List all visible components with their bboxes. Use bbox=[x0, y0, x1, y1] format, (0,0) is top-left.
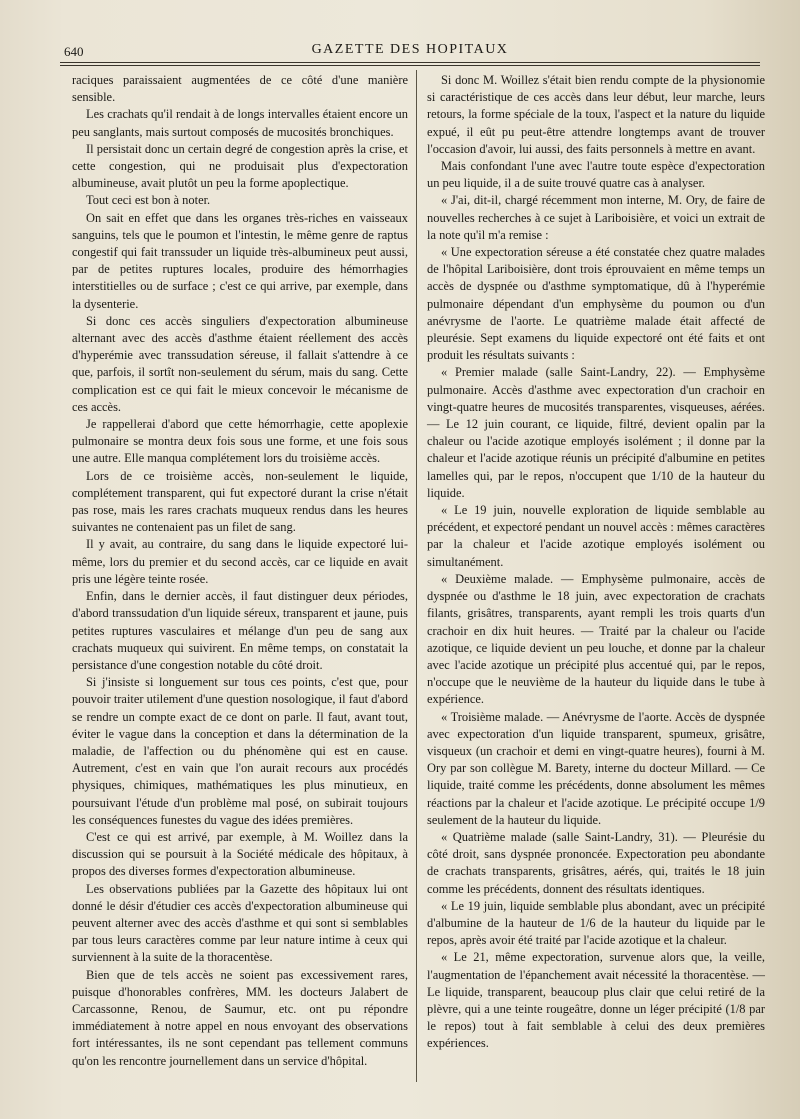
page-number: 640 bbox=[64, 44, 84, 59]
header-rule-top bbox=[60, 62, 760, 63]
running-title: GAZETTE DES HOPITAUX bbox=[311, 42, 509, 57]
paragraph: Lors de ce troisième accès, non-seulement le liquide, complétement transparent, qui fut expectoré durant la crise n'était pas rose, mais les rares crachats muqueux rendus dans les heures suivantes ne contenaient pas un filet de sang. bbox=[72, 468, 408, 535]
paragraph: Si j'insiste si longuement sur tous ces points, c'est que, pour pouvoir traiter utilement d'une question nosologique, il faut d'abord se rendre un compte exact de ce dont on parle. Il faut, avant tout, éviter le vague dans la conception et dans la détermination de la maladie, de l'affection ou du phénomène qui est en cause. Autrement, c'est en vain que l'on aurait recours aux procédés physiques, chimiques, mathématiques les plus minutieux, en poursuivant l'étude d'un problème mal posé, on subirait toujours les conséquences funestes du vague des idées premières. bbox=[72, 675, 408, 827]
paragraph: « Le 21, même expectoration, survenue alors que, la veille, l'augmentation de l'épanchement avait nécessité la thoracentèse. — Le liquide, transparent, beaucoup plus clair que celui retiré de la plèvre, qui a une teinte rougeâtre, donne un léger précipité (1/8 par le repos) tout à fait semblable à celui des deux premières expériences. bbox=[427, 950, 765, 1051]
paragraph: Si donc ces accès singuliers d'expectoration albumineuse alternant avec des accès d'asthme étaient réellement des accès d'hyperémie avec transsudation séreuse, il fallait s'attendre à ce que, parfois, il sortît non-seulement du sérum, mais du sang. Cette complication est ce qui fait le mieux concevoir le mécanisme de ces accès. bbox=[72, 313, 408, 414]
paragraph: Les crachats qu'il rendait à de longs intervalles étaient encore un peu sanglants, mais surtout composés de mucosités bronchiques. bbox=[72, 107, 408, 139]
paragraph: Bien que de tels accès ne soient pas excessivement rares, puisque d'honorables confrères, MM. les docteurs Jalabert de Carcassonne, Renou, de Saumur, etc. ont pu répondre immédiatement à notre appel en nous envoyant des observations fort intéressantes, ils ne sont cependant pas tellement communs qu'on les rencontre journellement dans un service d'hôpital. bbox=[72, 967, 408, 1068]
paragraph: On sait en effet que dans les organes très-riches en vaisseaux sanguins, tels que le poumon et l'intestin, le même genre de raptus congestif qui fait transsuder un liquide très-albumineux peut aussi, par de petites ruptures locales, produire des hémorrhagies interstitielles ou de surface ; c'est ce qui arrive, par exemple, dans la dysenterie. bbox=[72, 210, 408, 311]
paragraph: Tout ceci est bon à noter. bbox=[86, 193, 211, 208]
right-column bbox=[427, 72, 765, 1053]
paragraph: « Quatrième malade (salle Saint-Landry, 31). — Pleurésie du côté droit, sans dyspnée prononcée. Expectoration peu abondante de crachats transparents, grisâtres, aérés, qui, traités le 18 juin comme les précédents, donnent des résultats identiques. bbox=[427, 829, 765, 896]
paragraph: « J'ai, dit-il, chargé récemment mon interne, M. Ory, de faire de nouvelles recherches à ce sujet à Lariboisière, et voici un extrait de la note qu'il m'a remise : bbox=[427, 193, 765, 242]
paragraph: « Une expectoration séreuse a été constatée chez quatre malades de l'hôpital Lariboisière, dont trois éprouvaient en même temps un accès de dyspnée ou d'asthme symptomatique, dû à l'hyperémie pulmonaire dépendant d'un emphysème du poumon ou d'un anévrysme de l'aorte. Le quatrième malade était affecté de pleurésie. Sept examens du liquide expectoré ont été faits et ont produit les résultats suivants : bbox=[427, 245, 765, 363]
paragraph: C'est ce qui est arrivé, par exemple, à M. Woillez dans la discussion qui se poursuit à la Société médicale des hôpitaux, à propos des diverses formes d'expectoration albumineuse. bbox=[72, 829, 408, 879]
column-divider bbox=[416, 70, 417, 1082]
paragraph: « Le 19 juin, liquide semblable plus abondant, avec un précipité d'albumine de la hauteur de 1/6 de la hauteur du liquide par le repos, après avoir été traité par l'acide azotique et la chaleur. bbox=[427, 898, 765, 948]
paragraph: Il y avait, au contraire, du sang dans le liquide expectoré lui-même, lors du premier et du second accès, car ce liquide en avait pris une légère teinte rosée. bbox=[72, 537, 408, 586]
paragraph: Si donc M. Woillez s'était bien rendu compte de la physionomie si caractéristique de ces accès dans leur début, leur marche, leurs retours, la forme spéciale de la toux, l'aspect et la nature du liquide expué, il eût pu peut-être attendre longtemps avant de trouver l'occasion d'avoir, lui aussi, des faits personnels à mettre en avant. bbox=[427, 73, 765, 156]
page-header bbox=[60, 38, 760, 62]
paragraph: « Le 19 juin, nouvelle exploration de liquide semblable au précédent, et expectoré pendant un nouvel accès : mêmes caractères par la chaleur et l'acide azotique employés isolément ou simultanément. bbox=[427, 503, 765, 569]
paragraph: « Premier malade (salle Saint-Landry, 22). — Emphysème pulmonaire. Accès d'asthme avec expectoration d'un crachoir en vingt-quatre heures de mucosités transparentes, visqueuses, aérées. — Le 12 juin courant, ce liquide, filtré, devient opalin par la chaleur ou l'acide azotique employés isolément ; il donne par la chaleur et l'acide azotique réunis un précipité d'albumine en petites lamelles qui, par le repos, n'occupent que 1/10 de la hauteur du liquide. bbox=[427, 365, 765, 500]
paragraph: « Deuxième malade. — Emphysème pulmonaire, accès de dyspnée ou d'asthme le 18 juin, avec expectoration de crachats filants, grisâtres, transparents, ayant rempli les trois quarts d'un crachoir en dix huit heures. — Traité par la chaleur ou l'acide azotique, ce liquide devient un peu louche, et donne par la chaleur avec l'acide azotique un précipité plus accentué qui, par le repos, n'occupe que le neuvième de la hauteur du liquide dans le tube à expérience. bbox=[427, 571, 765, 707]
header-rule-bottom bbox=[60, 65, 760, 66]
paragraph: Il persistait donc un certain degré de congestion après la crise, et cette congestion, qui ne produisait plus d'expectoration albumineuse, avait plutôt un peu la forme apoplectique. bbox=[72, 141, 408, 191]
paragraph: Enfin, dans le dernier accès, il faut distinguer deux périodes, d'abord transsudation d'un liquide séreux, transparent et jaune, puis petites ruptures vasculaires et mélange d'un peu de sang aux crachats muqueux qui suivirent. En même temps, on constatait la persistance d'une congestion notable du côté droit. bbox=[72, 589, 408, 672]
paragraph: Les observations publiées par la Gazette des hôpitaux lui ont donné le désir d'étudier ces accès d'expectoration albumineuse qui peuvent alterner avec des accès d'asthme et qui sont si semblables par tous leurs caractères comme par leur nature intime à ceux qui surviennent à la suite de la thoracentèse. bbox=[72, 881, 408, 965]
paragraph: « Troisième malade. — Anévrysme de l'aorte. Accès de dyspnée avec expectoration d'un liquide transparent, spumeux, grisâtre, visqueux (un crachoir et demi en vingt-quatre heures), fourni à M. Ory par son collègue M. Barety, interne du docteur Millard. — Ce liquide, traité comme les précédents, donne absolument les mêmes réactions par la chaleur et l'acide azotique. Le précipité occupe 1/9 seulement de la hauteur du liquide. bbox=[427, 709, 765, 827]
paragraph: raciques paraissaient augmentées de ce côté d'une manière sensible. bbox=[72, 73, 408, 105]
paragraph: Je rappellerai d'abord que cette hémorrhagie, cette apoplexie pulmonaire se montra deux fois sous une forme, et une fois sous une autre. Elle manqua complétement lors du troisième accès. bbox=[72, 417, 408, 466]
left-column bbox=[72, 72, 408, 1070]
paragraph: Mais confondant l'une avec l'autre toute espèce d'expectoration un peu liquide, il a de suite trouvé quatre cas à analyser. bbox=[427, 159, 765, 191]
